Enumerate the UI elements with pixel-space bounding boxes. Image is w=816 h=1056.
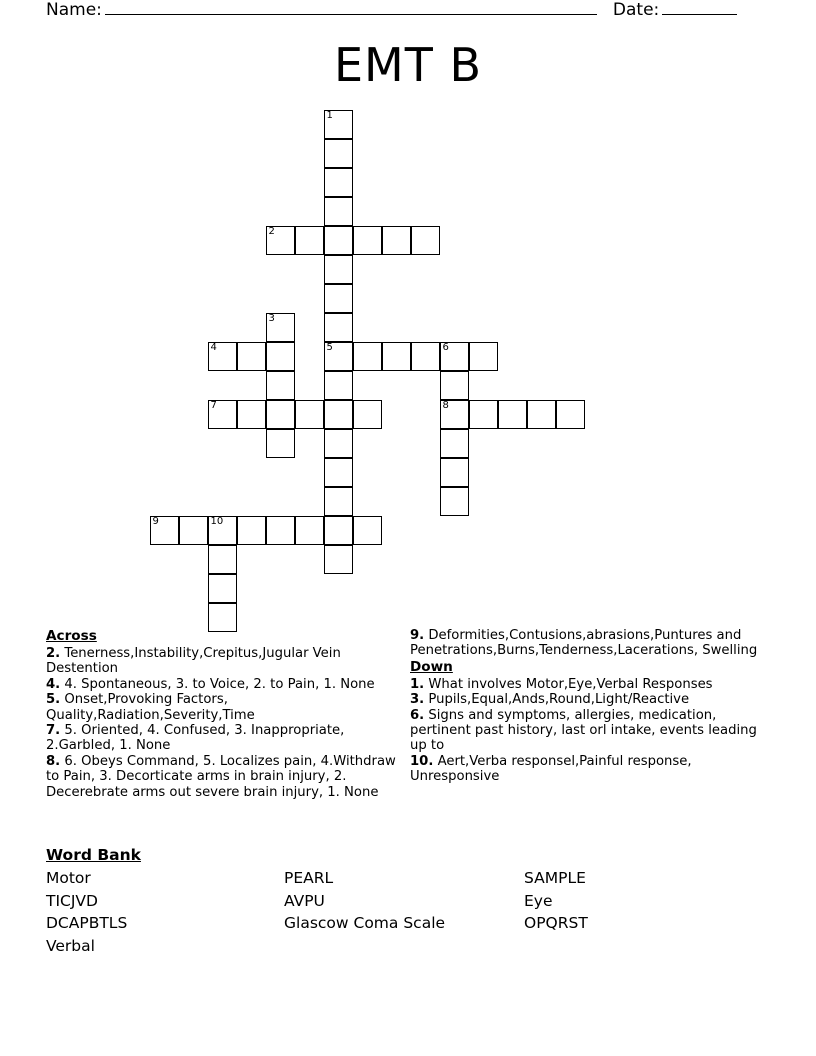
crossword-cell[interactable] [324, 168, 353, 197]
page-title: EMT B [333, 38, 483, 92]
clue-number: 2. [46, 646, 61, 661]
crossword-cell[interactable] [324, 516, 353, 545]
across-clue-overflow-list [410, 628, 772, 659]
clue-number: 4. [46, 676, 61, 692]
word-bank [46, 845, 770, 957]
crossword-cell-7[interactable] [208, 400, 237, 429]
crossword-cell[interactable] [266, 400, 295, 429]
clue-item [46, 677, 404, 692]
clue-item [410, 628, 772, 659]
word-bank-grid [46, 867, 770, 957]
crossword-cell-number: 5 [326, 342, 333, 353]
crossword-cell[interactable] [324, 284, 353, 313]
clue-number: 3. [410, 692, 425, 708]
clue-item [46, 692, 404, 723]
clue-item [410, 677, 772, 692]
down-clue-list [410, 677, 772, 785]
crossword-cell[interactable] [353, 400, 382, 429]
word-bank-word[interactable]: Eye [524, 891, 553, 910]
crossword-cell[interactable] [440, 429, 469, 458]
word-bank-empty [284, 935, 524, 958]
clue-text: Pupils,Equal,Ands,Round,Light/Reactive [424, 692, 690, 708]
crossword-cell[interactable] [179, 516, 208, 545]
crossword-cell[interactable] [237, 342, 266, 371]
word-bank-word[interactable]: OPQRST [524, 914, 588, 933]
crossword-cell[interactable] [440, 458, 469, 487]
across-clues-column [46, 628, 404, 800]
word-bank-word[interactable]: Glascow Coma Scale [284, 914, 446, 933]
crossword-cell-2[interactable] [266, 226, 295, 255]
crossword-cell[interactable] [556, 400, 585, 429]
clue-item [410, 754, 772, 785]
crossword-cell-10[interactable] [208, 516, 237, 545]
name-label: Name: [46, 0, 102, 20]
crossword-cell[interactable] [353, 226, 382, 255]
crossword-cell-number: 7 [210, 400, 217, 411]
crossword-cell[interactable] [353, 342, 382, 371]
crossword-cell-number: 6 [442, 342, 449, 353]
clue-item [46, 646, 404, 677]
crossword-cell[interactable] [324, 255, 353, 284]
crossword-cell[interactable] [382, 226, 411, 255]
crossword-cell[interactable] [208, 545, 237, 574]
date-write-in-line[interactable] [662, 0, 737, 15]
crossword-cell[interactable] [324, 545, 353, 574]
clue-number: 6. [410, 707, 425, 723]
crossword-cell[interactable] [295, 226, 324, 255]
crossword-cell-4[interactable] [208, 342, 237, 371]
crossword-cell-number: 2 [268, 226, 275, 237]
date-label: Date: [612, 0, 660, 20]
word-bank-empty [524, 935, 764, 958]
crossword-cell[interactable] [440, 371, 469, 400]
word-bank-word[interactable]: PEARL [284, 869, 334, 887]
clue-item [46, 723, 404, 754]
crossword-cell[interactable] [498, 400, 527, 429]
clue-number: 8. [46, 753, 61, 769]
word-bank-word[interactable]: DCAPBTLS [46, 914, 128, 933]
crossword-cell[interactable] [324, 197, 353, 226]
clue-text: Deformities,Contusions,abrasions,Puntures and Penetrations,Burns,Tenderness,Lacerations, Swelling [410, 628, 758, 659]
crossword-cell[interactable] [266, 342, 295, 371]
crossword-cell-3[interactable] [266, 313, 295, 342]
crossword-cell-8[interactable] [440, 400, 469, 429]
crossword-cell[interactable] [527, 400, 556, 429]
crossword-cell[interactable] [469, 400, 498, 429]
crossword-cell[interactable] [440, 487, 469, 516]
crossword-cell[interactable] [353, 516, 382, 545]
clue-number: 9. [410, 628, 425, 643]
word-bank-heading: Word Bank [46, 846, 141, 864]
across-heading: Across [46, 628, 97, 644]
clue-number: 1. [410, 676, 425, 692]
crossword-cell[interactable] [324, 458, 353, 487]
word-bank-word[interactable]: TICJVD [46, 891, 98, 910]
crossword-cell[interactable] [324, 400, 353, 429]
crossword-cell[interactable] [469, 342, 498, 371]
clue-number: 10. [410, 753, 434, 769]
clue-text: 5. Oriented, 4. Confused, 3. Inappropriate, 2.Garbled, 1. None [46, 723, 345, 754]
down-clues-column [410, 628, 772, 785]
crossword-cell-5[interactable] [324, 342, 353, 371]
crossword-cell-number: 3 [268, 313, 275, 324]
clue-text: Aert,Verba responsel,Painful response, Unresponsive [410, 753, 692, 785]
crossword-cell-number: 10 [210, 516, 224, 527]
clue-item [410, 692, 772, 707]
across-clue-list [46, 646, 404, 800]
word-bank-word[interactable]: Motor [46, 869, 91, 887]
crossword-cell[interactable] [411, 226, 440, 255]
clue-item [410, 708, 772, 754]
crossword-cell[interactable] [324, 487, 353, 516]
crossword-cell-number: 9 [152, 516, 159, 527]
crossword-cell[interactable] [266, 429, 295, 458]
crossword-cell[interactable] [411, 342, 440, 371]
crossword-cell-number: 4 [210, 342, 217, 353]
crossword-cell-6[interactable] [440, 342, 469, 371]
crossword-cell[interactable] [382, 342, 411, 371]
crossword-cell[interactable] [295, 516, 324, 545]
crossword-cell[interactable] [324, 226, 353, 255]
clue-item [46, 754, 404, 800]
crossword-cell[interactable] [324, 313, 353, 342]
crossword-cell[interactable] [324, 371, 353, 400]
clue-text: Onset,Provoking Factors, Quality,Radiation,Severity,Time [46, 692, 255, 723]
crossword-cell[interactable] [208, 574, 237, 603]
clue-number: 7. [46, 723, 61, 739]
clue-text: 6. Obeys Command, 5. Localizes pain, 4.Withdraw to Pain, 3. Decorticate arms in brain injury, 2. Decerebrate arms out severe brain injury, 1. None [46, 753, 396, 800]
crossword-cell[interactable] [324, 429, 353, 458]
clue-text: Tenerness,Instability,Crepitus,Jugular Vein Destention [46, 646, 341, 677]
student-info-header [46, 0, 770, 28]
crossword-cell-9[interactable] [150, 516, 179, 545]
crossword-cell[interactable] [266, 516, 295, 545]
crossword-cell-1[interactable] [324, 110, 353, 139]
crossword-cell[interactable] [237, 400, 266, 429]
clue-number: 5. [46, 692, 61, 708]
crossword-cell[interactable] [266, 371, 295, 400]
word-bank-word[interactable]: Verbal [46, 936, 95, 955]
name-write-in-line[interactable] [105, 0, 597, 15]
crossword-cell-number: 8 [442, 400, 449, 411]
clue-text: What involves Motor,Eye,Verbal Responses [424, 676, 713, 692]
word-bank-word[interactable]: AVPU [284, 891, 325, 910]
crossword-cell-number: 1 [326, 110, 333, 121]
clue-text: 4. Spontaneous, 3. to Voice, 2. to Pain, 1. None [60, 676, 375, 692]
crossword-cell[interactable] [324, 139, 353, 168]
down-heading: Down [410, 658, 453, 675]
crossword-cell[interactable] [237, 516, 266, 545]
clue-text: Signs and symptoms, allergies, medication, pertinent past history, last orl intake, events leading up to [410, 707, 757, 754]
crossword-cell[interactable] [295, 400, 324, 429]
word-bank-word[interactable]: SAMPLE [524, 869, 586, 887]
